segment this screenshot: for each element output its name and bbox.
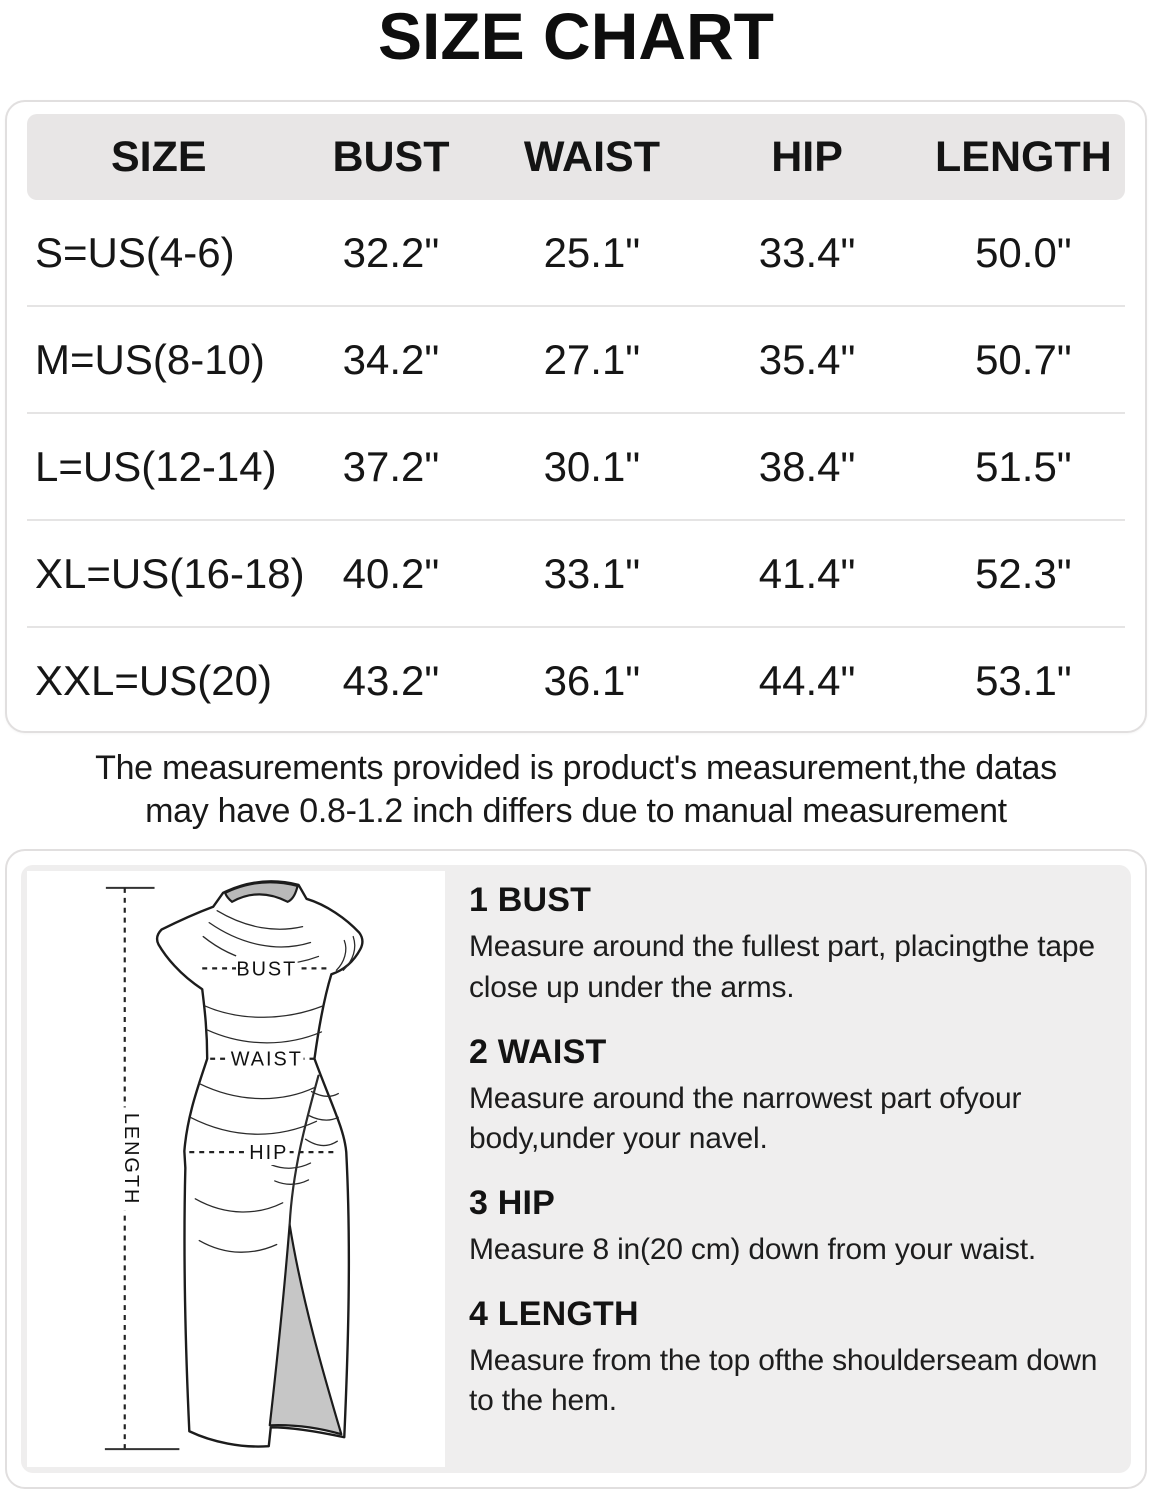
value-cell: 32.2": [342, 228, 440, 276]
value-cell: 51.5": [975, 442, 1072, 490]
instruction-heading: 1 BUST: [469, 881, 592, 920]
length-label: LENGTH: [119, 1113, 142, 1206]
table-row: [27, 200, 1125, 307]
size-cell: XXL=US(20): [35, 656, 272, 704]
value-cell: 43.2": [342, 656, 440, 704]
how-to-measure-card: [5, 849, 1147, 1489]
measurement-note: [0, 747, 1152, 833]
size-cell: L=US(12-14): [35, 442, 277, 490]
size-table-header-row: [27, 114, 1125, 200]
column-header-waist: WAIST: [523, 132, 660, 181]
column-header-hip: HIP: [771, 132, 843, 181]
instruction-body: Measure around the narrowest part ofyour body,under your navel.: [469, 1081, 1022, 1155]
how-to-measure-panel: [21, 865, 1131, 1473]
instruction-body: Measure 8 in(20 cm) down from your waist.: [469, 1233, 1037, 1267]
note-line-1: The measurements provided is product's measurement,the datas: [95, 749, 1057, 787]
instruction-block: [469, 881, 1117, 1007]
column-header-length: LENGTH: [935, 132, 1112, 181]
table-row: [27, 307, 1125, 414]
table-row: [27, 414, 1125, 521]
dress-illustration: [27, 871, 445, 1467]
dress-measurement-diagram: [27, 871, 445, 1467]
instruction-block: [469, 1184, 1117, 1270]
size-cell: XL=US(16-18): [35, 549, 305, 597]
value-cell: 36.1": [543, 656, 641, 704]
value-cell: 50.0": [975, 228, 1072, 276]
instruction-body: Measure around the fullest part, placingthe tape close up under the arms.: [469, 930, 1095, 1004]
instruction-body: Measure from the top ofthe shoulderseam down to the hem.: [469, 1344, 1098, 1418]
waist-label: WAIST: [230, 1049, 303, 1072]
instruction-heading: 3 HIP: [469, 1184, 556, 1223]
table-row: [27, 521, 1125, 628]
instruction-heading: 2 WAIST: [469, 1032, 607, 1071]
value-cell: 33.1": [543, 549, 641, 597]
value-cell: 41.4": [758, 549, 856, 597]
page-title: SIZE CHART: [378, 0, 774, 73]
note-line-2: may have 0.8-1.2 inch differs due to manual measurement: [145, 792, 1007, 831]
value-cell: 44.4": [758, 656, 856, 704]
hip-label: HIP: [249, 1142, 289, 1165]
instruction-block: [469, 1033, 1117, 1159]
bust-label: BUST: [236, 958, 298, 981]
table-row: [27, 628, 1125, 733]
value-cell: 33.4": [758, 228, 856, 276]
column-header-size: SIZE: [110, 132, 207, 181]
value-cell: 34.2": [342, 335, 440, 383]
value-cell: 38.4": [758, 442, 856, 490]
instruction-heading: 4 LENGTH: [469, 1295, 639, 1334]
size-table-body: [27, 200, 1125, 733]
value-cell: 25.1": [543, 228, 641, 276]
value-cell: 50.7": [975, 335, 1072, 383]
size-cell: M=US(8-10): [35, 335, 265, 383]
value-cell: 37.2": [342, 442, 440, 490]
size-table-card: [5, 100, 1147, 733]
value-cell: 40.2": [342, 549, 440, 597]
value-cell: 35.4": [758, 335, 856, 383]
instruction-block: [469, 1295, 1117, 1421]
value-cell: 30.1": [543, 442, 641, 490]
value-cell: 27.1": [543, 335, 641, 383]
value-cell: 53.1": [975, 656, 1072, 704]
measure-instructions: [445, 871, 1125, 1467]
size-cell: S=US(4-6): [35, 228, 235, 276]
value-cell: 52.3": [975, 549, 1072, 597]
column-header-bust: BUST: [332, 132, 450, 181]
